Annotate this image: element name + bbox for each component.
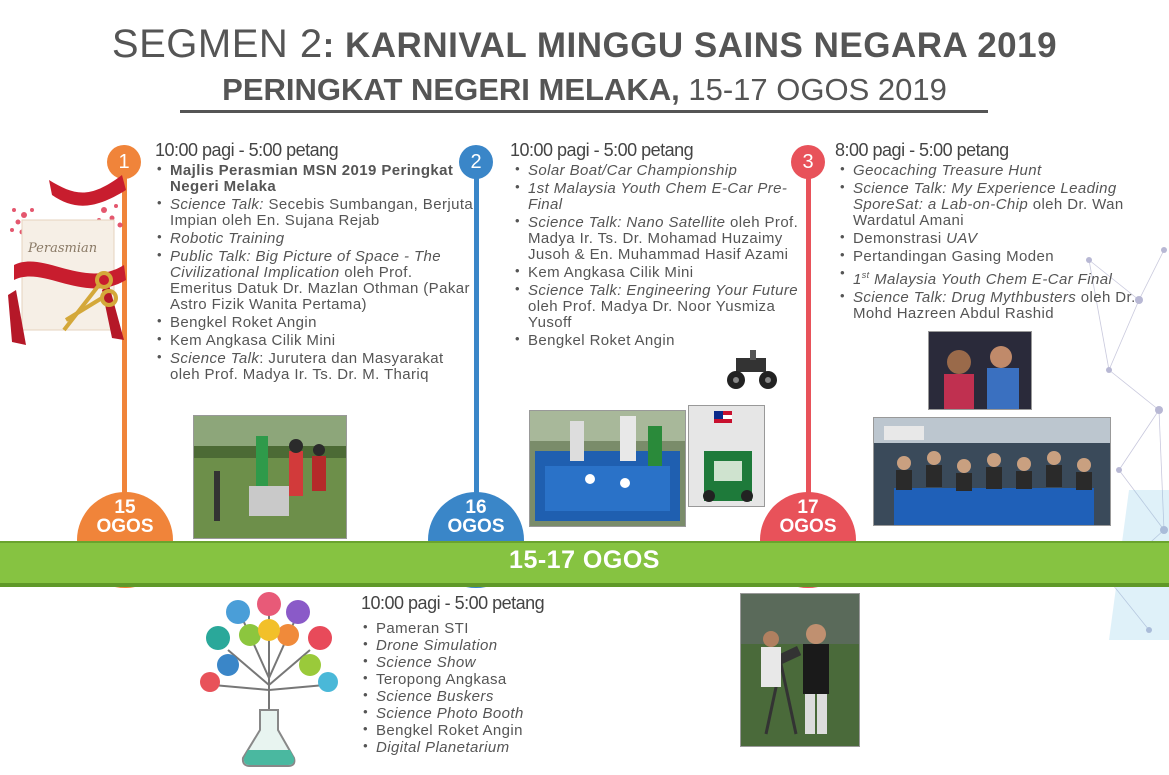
list-item: • Drone Simulation: [361, 638, 661, 654]
segment-label: SEGMEN 2: [111, 22, 323, 66]
title-rest: : KARNIVAL MINGGU SAINS NEGARA 2019: [322, 26, 1058, 65]
title-underline: [180, 110, 988, 113]
list-item: • Science Talk: Nano Satellite oleh Prof. Madya Ir. Ts. Dr. Mohamad Huzaimy Jusoh & En. Muhammad Hasif Azami: [513, 215, 813, 263]
day2-number-badge: 2: [459, 145, 493, 179]
list-item: • Digital Planetarium: [361, 740, 661, 756]
talk-photo: [928, 331, 1032, 410]
location-label: PERINGKAT NEGERI MELAKA,: [222, 72, 680, 107]
day3-day: 17: [797, 497, 819, 518]
list-item: • Pameran STI: [361, 621, 661, 637]
list-item: • Geocaching Treasure Hunt: [838, 163, 1148, 179]
rocket-photo: [193, 415, 347, 539]
list-item: • Science Talk: Drug Mythbusters oleh Dr. Mohd Hazreen Abdul Rashid: [838, 290, 1148, 322]
overall-date-label: 15-17 OGOS: [509, 546, 660, 574]
day3-time: 8:00 pagi - 5:00 petang: [835, 140, 1009, 160]
date-label: 15-17 OGOS 2019: [679, 72, 947, 107]
bottom-time: 10:00 pagi - 5:00 petang: [361, 593, 545, 613]
list-item: • Science Photo Booth: [361, 706, 661, 722]
day1-number-badge: 1: [107, 145, 141, 179]
page-title: [0, 22, 1169, 67]
bottom-list: [361, 621, 661, 757]
list-item: • Bengkel Roket Angin: [155, 315, 475, 331]
day2-list: [513, 163, 813, 351]
list-item: • Science Talk: My Experience Leading SporeSat: a Lab-on-Chip oleh Dr. Wan Wardatul Amani: [838, 181, 1148, 229]
list-item: • Bengkel Roket Angin: [361, 723, 661, 739]
list-item: • Science Buskers: [361, 689, 661, 705]
science-tree-illustration: [198, 590, 340, 770]
list-item: • 1st Malaysia Youth Chem E-Car Pre-Final: [513, 181, 813, 213]
list-item: • Science Talk: Engineering Your Future oleh Prof. Madya Dr. Noor Yusmiza Yusoff: [513, 283, 813, 331]
day3-month: OGOS: [779, 516, 837, 537]
list-item: • Robotic Training: [155, 231, 475, 247]
list-item: • Science Show: [361, 655, 661, 671]
day1-month: OGOS: [96, 516, 154, 537]
day1-time: 10:00 pagi - 5:00 petang: [155, 140, 339, 160]
day1-day: 15: [114, 497, 136, 518]
list-item: • 1st Malaysia Youth Chem E-Car Final: [838, 267, 1148, 288]
group-photo: [873, 417, 1111, 526]
timeline-day3: [806, 178, 811, 508]
list-item: • Public Talk: Big Picture of Space - The Civilizational Implication oleh Prof. Emeritus Datuk Dr. Mazlan Othman (Pakar Astro Fizik Wanita Pertama): [155, 249, 475, 313]
ribbon-scissors-icon: [4, 170, 130, 350]
day3-list: [838, 163, 1148, 324]
list-item: • Science Talk: Secebis Sumbangan, Berjuta Impian oleh En. Sujana Rejab: [155, 197, 475, 229]
day2-time: 10:00 pagi - 5:00 petang: [510, 140, 694, 160]
day2-day: 16: [465, 497, 487, 518]
flag-chemcar-photo: [688, 405, 765, 507]
pool-photo: [529, 410, 686, 527]
timeline-day2: [474, 178, 479, 508]
science-tree-icon: [198, 590, 340, 770]
day2-month: OGOS: [447, 516, 505, 537]
ribbon-illustration: [4, 170, 130, 350]
day1-list: [155, 163, 475, 385]
telescope-photo: [740, 593, 860, 747]
list-item: • Pertandingan Gasing Moden: [838, 249, 1148, 265]
list-item: • Science Talk: Jurutera dan Masyarakat oleh Prof. Madya Ir. Ts. Dr. M. Thariq: [155, 351, 475, 383]
list-item: • Kem Angkasa Cilik Mini: [155, 333, 475, 349]
list-item: • Bengkel Roket Angin: [513, 333, 813, 349]
list-item: • Demonstrasi UAV: [838, 231, 1148, 247]
list-item: • Teropong Angkasa: [361, 672, 661, 688]
svg-text:Perasmian: Perasmian: [28, 241, 98, 256]
robot-car-image: [722, 350, 782, 392]
list-item: • Solar Boat/Car Championship: [513, 163, 813, 179]
list-item: • Kem Angkasa Cilik Mini: [513, 265, 813, 281]
list-item: • Majlis Perasmian MSN 2019 Peringkat Negeri Melaka: [155, 163, 475, 195]
day3-number-badge: 3: [791, 145, 825, 179]
page-subtitle: [0, 72, 1169, 108]
